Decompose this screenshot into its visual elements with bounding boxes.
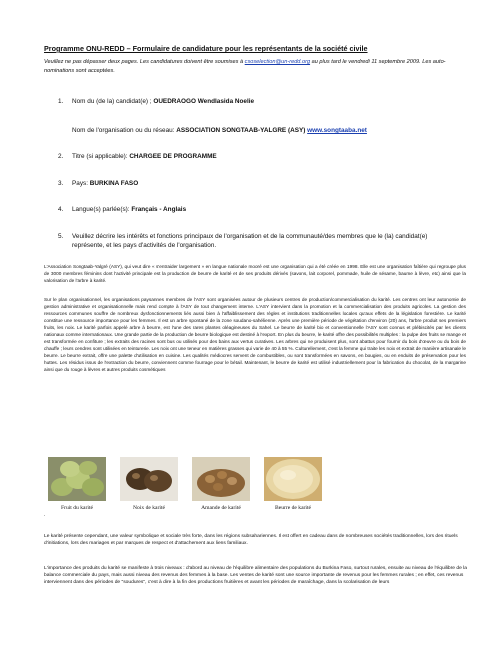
intro-text-1: Veuillez ne pas dépasser deux pages. Les candidatures doivent être soumises à <box>44 59 245 65</box>
caption-butter: Beurre de karité <box>274 505 312 511</box>
organisation-website-link[interactable]: www.songtaaba.net <box>307 127 367 134</box>
question-number: 4. <box>58 206 64 213</box>
question-label: Titre (si applicable): <box>72 153 130 160</box>
submission-email-link[interactable]: csoselection@un-redd.org <box>244 59 311 65</box>
candidate-name: OUEDRAOGO Wendlasida Noelie <box>153 98 255 105</box>
question-label: Veuillez décrire les intérêts et fonctions principaux de l'organisation et de la communauté/des membres que le (la) candidat(e) représente, et les pays d'activités de l'organisation. <box>72 233 428 249</box>
question-number: 3. <box>58 180 64 187</box>
paragraph-association: L'Association Songtaab-Yalgré (ASY), qui veut dire « s'entraider largement » en langue nationale mooré est une organisation qui a été créée en 1998. Elle est une organisation faîtière qui regroupe plus de 3000 membres féminins dont l'activité principale est la production de beurre de karité et de ses produits dérivés (savons, lait corporel, pommade, huile de sésame, baume à lèvre, etc) ainsi que la valorisation de l'arbre à karité. <box>44 264 466 283</box>
question-label: Pays: <box>72 180 90 187</box>
paragraph-importance: L'importance des produits du karité se manifeste à trois niveaux : d'abord au niveau de l'équilibre alimentaire des populations du Burkina Faso, surtout rurales, ensuite au niveau de l'équilibre de la balance commerciale du pays, mais aussi niveau des revenus des femmes à la base. Les ventes de karité sont une source importante de revenus pour les femmes rurales ; en effet, ces revenus interviennent dans des périodes de "soudures", c'est à dire à la fin des productions fruitières et avant les périodes de maraîchage, dans la scolarisation de leurs <box>44 566 467 585</box>
candidate-title: CHARGEE DE PROGRAMME <box>129 153 217 160</box>
organisation-name: ASSOCIATION SONGTAAB-YALGRE (ASY) <box>176 127 308 134</box>
shea-nut-photo <box>120 457 178 501</box>
paragraph-karite: Sur le plan organisationnel, les organisations paysannes membres de l'ASY sont organisées autour de plusieurs centres de production/commercialisation du karité. Les centres ont leur autonomie de gestion administrative et organisationnelle mais rend compte à l'ASY de tout changement interne. L'ASY intervient dans la promotion et la commercialisation des produits agricoles. La gestion des ressources communes souffre de nombreux dysfonctionnements liés aussi bien à l'affaiblissement des règles et institutions traditionnelles locales qu'aux effets de la législation forestière. Le karité constitue une ressource importance pour les femmes. Il est un arbre spontané de la zone soudano-sahélienne. Après une première période de végétation d'environ (20) ans, l'arbre produit ses premiers fruits, les noix. Le karité parfois appelé arbre à beurre, est l'une des rares plantes oléagineuses du Sahel. Le beurre de karité bio et conventionnelle l'ASY sont connus et plébiscités par les clients nationaux comme internationaux. Une grande partie de la production de beurre biologique est destiné à l'export. En plus du beurre, le karité offre des possibilités multiples : la pulpe des fruits se mange et est transformée en confiture ; les extraits des racines sont bus ou utilisés pour des bains aux vertus curatives. Les arbres qui ne produisent plus, sont abattus pour fournir du bois d'œuvre ou du bois de chauffe ; leurs cendres sont utilisées en teinturerie. Les noix ont une teneur en matières grasses qui varie de 40 à 55 %. Culturellement, c'est la femme qui traite les noix et extrait de manière artisanale le beurre. Le beurre extrait, offre une palette d'utilisation en cuisine. Les qualités médiocres servent de combustibles, ou sont transformées en savons, en bougies, ou en enduits de préservation pour les huttes. Les résidus issus de l'extraction du beurre, conviennent comme fourrage pour le bétail. Maintenant, le beurre de karité est utilisé industriellement pour la fabrication du chocolat, de la margarine ainsi que du rouge à lèvres et autres produits cosmétiques <box>44 297 466 372</box>
shea-fruit-photo <box>48 457 106 501</box>
paragraph-symbolic-value: Le karité présente cependant, une valeur symbolique et sociale très forte, dans les régions subsahariennes. Il est offert en cadeau dans de nombreuses sociétés traditionnelles, lors des rituels d'initiations, lors des mariages et par marques de respect et d'attachement aux liens familiaux. <box>44 534 458 546</box>
question-number: 1. <box>58 98 64 105</box>
candidate-languages: Français - Anglais <box>131 206 187 213</box>
form-title: Programme ONU-REDD – Formulaire de candidature pour les représentants de la société civile <box>44 44 368 53</box>
question-number: 2. <box>58 153 64 160</box>
stray-mark: . <box>44 512 46 518</box>
question-label: Langue(s) parlée(s): <box>72 206 132 213</box>
question-label: Nom de l'organisation ou du réseau: <box>72 127 177 134</box>
question-label: Nom du (de la) candidat(e) ; <box>72 98 154 105</box>
form-intro <box>44 58 464 75</box>
question-number: 5. <box>58 233 64 240</box>
caption-nut: Noix de karité <box>133 505 165 511</box>
intro-text-2: au plus tard le vendredi 11 septembre 2009. Les auto-nominations sont acceptées. <box>44 59 446 74</box>
candidate-country: BURKINA FASO <box>89 180 139 187</box>
caption-kernel: Amande de karité <box>201 505 241 511</box>
shea-kernel-photo <box>192 457 250 501</box>
caption-fruit: Fruit du karité <box>60 505 93 511</box>
shea-butter-photo <box>264 457 322 501</box>
